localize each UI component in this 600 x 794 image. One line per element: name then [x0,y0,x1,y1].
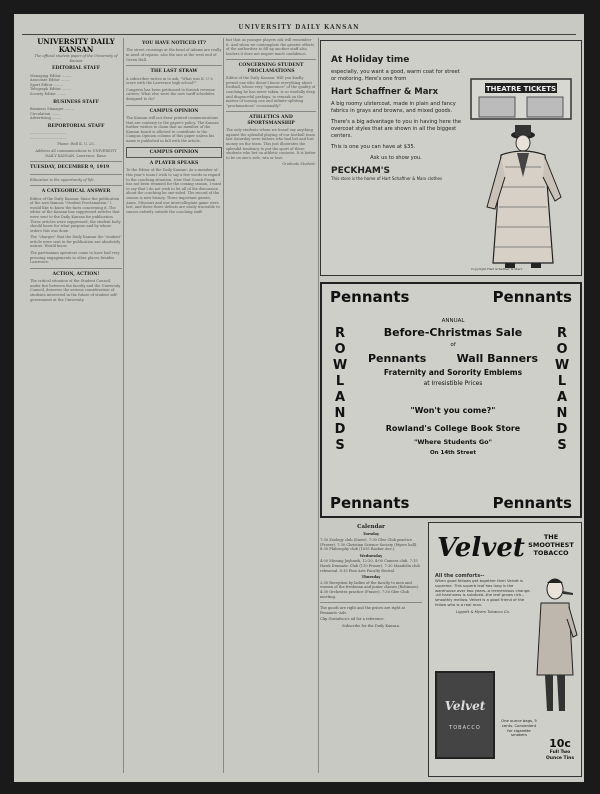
calendar-items: 4:00 Missing Jayhawk, 12:20. 4:00 Camera club. 7:15 Hawk Dramatic Club (110 Fraser). 7:30 Mandolin club rehearsal. 8:15 Fine Arts Faculty Recital. [320,559,420,573]
street: On 14th Street [429,450,476,456]
subscribe-note: Subscribe for the Daily Kansan. [342,623,400,628]
answer-body: Editor of the Daily Kansan: Since the publication of the now-famous "Student Proclamation," I would like to know the facts concerning it. The editor of the Kansan has suppressed articles that were sent to the Daily Kansan for publication. These articles were suppressed, the student body should know for what purpose and by whose orders this was done. [30,196,121,233]
staff-list: Managing Editor ........ Associate Editor ........ Sport Editor ........ Telegraph Editor ........ Society Editor ........ [30,73,72,96]
ad-price: This is one you can have at $35. [331,144,416,150]
reportorial-staff-heading: REPORTORIAL STAFF [47,123,105,129]
sale-title: Before-Christmas Sale [383,326,523,339]
clip-note: Clip Gustafson's ad for a reference. [320,617,385,622]
separator [30,161,122,162]
annual: ANNUAL [441,318,465,324]
rowlands-pennants-ad [320,282,582,518]
column-3 [226,38,316,773]
pennants-top-right: Pennants [492,288,572,306]
smoker-illustration [533,575,579,715]
straw-body: A subscriber writes in to ask, "What was K. U.'s score with the Lawrence high school?" [126,76,213,86]
campus-opinion-box [126,147,222,158]
separator [126,105,222,106]
education-motto: Education is the opportunity of life. [30,177,95,182]
separator [30,268,122,269]
business-staff-heading: BUSINESS STAFF [53,99,99,105]
tagline-the: THE [543,533,559,541]
paper-title: UNIVERSITY DAILY KANSAN [37,38,115,54]
hart-schaffner-ad [320,40,582,276]
rowlands-vertical-right: R O W L A N D S [554,326,570,453]
action-body: The critical situation of the Student Council, under fire between the faculty and the University Council, deserves the serious consideration of students interested in the future of student self-government at the University. [30,279,121,302]
man-in-overcoat-illustration [465,77,577,269]
campus-opinion-box-heading: CAMPUS OPINION [149,149,199,155]
action-heading: ACTION, ACTION! [52,271,100,277]
separator [226,59,316,60]
charges-body: The "charges" that the Daily Kansan the "student" article were sent in for publication are absolutely untrue. Would know. [30,235,122,249]
of-label: of [450,342,456,348]
congress-body: Congress has been petitioned to furnish revenue cutters. What else were the new tariff schedules designed to do? [126,87,215,101]
irresistible-prices: at Irresistible Prices [423,380,483,387]
velvet-body [435,573,531,615]
ticket-sign: THEATRE TICKETS [485,85,557,93]
column-1 [30,38,122,773]
sportsmanship-body: The only students whom we heard say anything against the splendid playing of our football team last Saturday were fathers who had bet and lost money on the team. This just illustrates the splendid tendency to put the sport of these students who bet on athletic contests. It is better to be on one's side, win or lose. [226,128,316,160]
store-name: Rowland's College Book Store [385,424,521,433]
fraternity-emblems: Fraternity and Sorority Emblems [383,368,523,377]
pennants-note: The goods are right and the prices are right at Pennants--Adv. [320,606,406,615]
bag-price: One ounce bags, 5 cents. Convenient for cigarette smokers [501,718,537,738]
intro-body: but that as younger players ask will remember it. And when we contemplate the greater efforts of the authorities to fill up another staff also leaders it does not inspire much confidence. [226,38,314,56]
calendar-day: Thursday [361,575,381,580]
comforts: All the comforts-- [435,573,485,579]
ad-body-2: A big roomy ulstercoat, made in plain and fancy fabrics in grays and browns, and mixed goods. [331,101,456,114]
tin-price-value: 10c [549,737,571,750]
separator [30,174,122,175]
opinion-body: The Kansan will not draw printed communications that are contrary to the paper's policy. The Kansan further wishes to claim that no member of the Kansan board is allowed to contribute to the Campus Opinion column of this paper unless his name is published in full with the article. [126,115,219,143]
store-name: PECKHAM'S [331,166,391,176]
velvet-logo: Velvet [437,533,525,563]
address: Address all communications to UNIVERSITY DAILY KANSAN, Lawrence, Kans. [35,148,117,158]
ad-body: especially, you want a good, warm coat for street or motoring. Here's one from [331,69,460,82]
tagline-smoothest: SMOOTHEST [528,541,574,549]
wall-banners: Wall Banners [456,352,538,365]
ad-text [331,55,461,181]
column-2 [126,38,222,773]
player-speaks-heading: A PLAYER SPEAKS [149,160,199,166]
pennants-mid: Pennants [368,352,427,365]
tin-sub: TOBACCO [449,725,481,731]
ad-brand: Hart Schaffner & Marx [331,87,439,97]
calendar [320,522,422,777]
issue-date: TUESDAY, DECEMBER 9, 1919 [30,165,110,171]
masthead-rule [22,34,576,35]
separator [30,185,122,186]
opinion-heading: CAMPUS OPINION [149,108,199,114]
noticed-body: The street crossings at the head of Adams are really in need of repairs, also the one at the west end of Green Hall. [126,48,222,62]
velvet-tagline [523,533,579,557]
calendar-day: Wednesday [359,553,383,558]
sportsmanship-heading: ATHLETICS AND SPORTSMANSHIP [247,115,295,126]
store-sub: This store is the home of Hart Schaffner & Marx clothes [331,176,443,181]
copyright: Copyright Hart Schaffner & Marx [471,267,523,271]
editorial-staff-heading: EDITORIAL STAFF [52,66,100,72]
company: Liggett & Myers Tobacco Co. [455,608,511,614]
concerning-heading: CONCERNING STUDENT PROCLAMATIONS [238,63,304,74]
ad-headline: At Holiday time [331,55,410,65]
where-students-go: "Where Students Go" [414,438,492,446]
pennants-bottom-right: Pennants [492,494,572,512]
pennants-bottom-left: Pennants [330,494,410,512]
ad-ask: Ask us to show you. [370,155,422,161]
separator [126,65,222,66]
reporters-list: ................................ ................................ [30,131,67,140]
partisan-body: The partisanian operators came to have had very pressing engagements in other places besides Lawrence. [30,251,120,265]
straw-heading: THE LAST STRAW [150,69,198,75]
calendar-items: 2:30 Reception by ladies of the faculty to men and women of the freshman and junior classes (Robinson). 4:30 Orchestra practice (Fraser). 7:30 Glee Club meeting. [320,580,420,599]
phone: Phone: Bell K. U. 25. [57,142,95,147]
tin-brand: Velvet [444,699,486,713]
column-rule [318,38,319,773]
column-rule [123,38,124,773]
column-rule [223,38,224,773]
rowlands-vertical-left: R O W L A N D S [332,326,348,453]
answer-heading: A CATEGORICAL ANSWER [41,189,111,195]
player-speaks-body: To the Editor of the Daily Kansan: As a member of this year's team I wish to say a few words in regard to the coaching situation. Now that Coach Frank has not been retained for the coming season, I want to say that I do not wish to let all of the discussion about the coaching be one-sided. The record of the season is now history. Three important games, Ames, Missouri and one intercollegiate game were lost, and these three defeats are easily traceable to causes entirely outside the coaching staff. [126,168,222,214]
noticed-heading: YOU HAVE NOTICED IT? [142,41,206,46]
ad-body-3: There's a big advantage to you in having here the overcoat styles that are shown in all the biggest centers. [331,119,461,139]
calendar-day: Tuesday [362,532,380,537]
separator [320,602,422,603]
concerning-body: Editor of the Daily Kansan: Will you kindly permit one who doesn't know everything about football, whose very "ignorance" of the quality of coaching he has never taken, is so woefully deep and disgraceful perhaps, to remark on the matter of tossing one and infinite-splitting "proclamations" occasionally? [226,76,316,108]
velvet-copy: When good fellows get together then Velvet is supreme. This superb leaf has long is the warehouse over two years--a tremendous change--all harshness is subdued--the leaf grows rich--smoothly mellow. Velvet is a good friend of the fellow who is a real man. [435,578,531,607]
tagline-tobacco: TOBACCO [533,549,569,557]
velvet-tobacco-ad [428,522,582,777]
paper-subtitle: The official student paper of the University of Kansas [34,54,118,63]
tin-price [541,737,579,761]
signoff: Graduate Student. [282,162,316,167]
tin-price-sub: Full Two Ounce Tins [545,750,574,761]
calendar-items: 7:30 Zoology club (Snow). 7:30 Glee Club practice (Fraser). 7:30 Christian Science Society (Myers hall). 8:30 Philosophy club (1035 Rackor Ave.). [320,538,418,552]
wont-you-come: "Won't you come?" [410,406,496,415]
newspaper-page [14,14,584,782]
calendar-title: Calendar [357,524,385,530]
masthead: UNIVERSITY DAILY KANSAN [238,24,360,31]
pennants-top-left: Pennants [330,288,410,306]
business-list: Business Manager ........ Circulation ........ Advertising ........ [30,106,74,121]
separator [226,111,316,112]
velvet-tin [435,671,495,759]
